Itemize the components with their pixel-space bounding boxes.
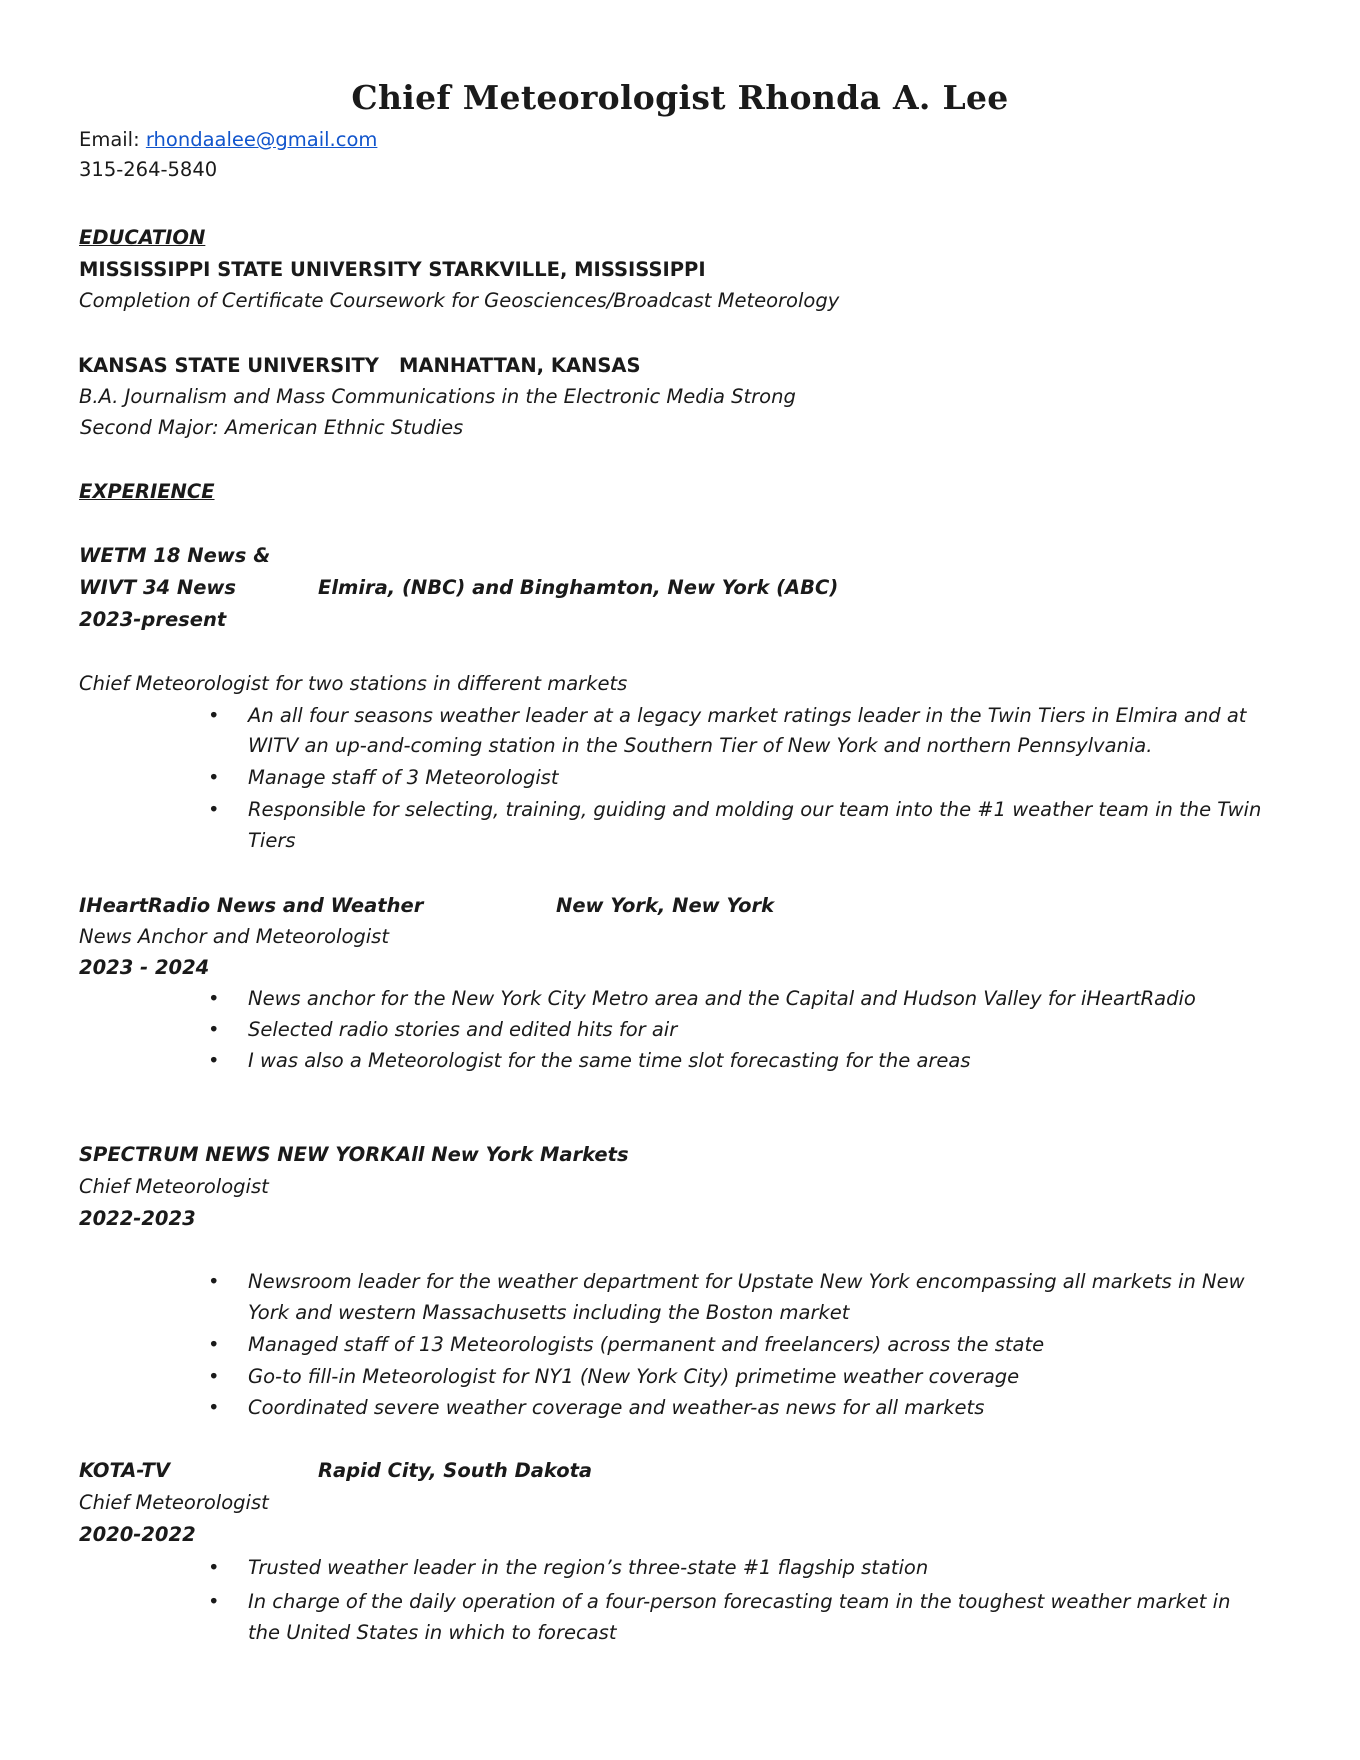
email-link[interactable]: rhondaalee@gmail.com xyxy=(145,128,378,151)
resume-title: Chief Meteorologist Rhonda A. Lee xyxy=(351,78,1009,117)
experience-heading: EXPERIENCE xyxy=(79,480,215,503)
job-3-bullet-1-line-2: York and western Massachusetts including the Boston market xyxy=(248,1301,850,1324)
bullet-marker: • xyxy=(208,1333,220,1356)
email-line xyxy=(79,128,377,151)
job-2-bullet-2: Selected radio stories and edited hits for air xyxy=(248,1018,678,1041)
bullet-marker: • xyxy=(208,1270,220,1293)
education-heading: EDUCATION xyxy=(79,226,206,249)
job-3-role: Chief Meteorologist xyxy=(79,1175,269,1198)
job-4-role: Chief Meteorologist xyxy=(79,1491,269,1514)
job-1-location: Elmira, (NBC) and Binghamton, New York (ABC) xyxy=(318,576,839,599)
bullet-marker: • xyxy=(208,1396,220,1419)
job-1-dates: 2023-present xyxy=(79,608,227,631)
bullet-marker: • xyxy=(208,1590,220,1613)
email-label: Email: xyxy=(79,128,140,151)
school-2-detail-1: B.A. Journalism and Mass Communications in the Electronic Media Strong xyxy=(79,385,796,408)
job-3-bullet-4: Coordinated severe weather coverage and weather-as news for all markets xyxy=(248,1396,985,1419)
job-3-location: All New York Markets xyxy=(396,1143,629,1166)
job-2-bullet-1: News anchor for the New York City Metro area and the Capital and Hudson Valley for iHeartRadio xyxy=(248,987,1196,1010)
job-3-bullet-3: Go-to fill-in Meteorologist for NY1 (New York City) primetime weather coverage xyxy=(248,1365,1020,1388)
bullet-marker: • xyxy=(208,1018,220,1041)
bullet-marker: • xyxy=(208,987,220,1010)
school-1-detail: Completion of Certificate Coursework for Geosciences/Broadcast Meteorology xyxy=(79,289,840,312)
bullet-marker: • xyxy=(208,704,220,727)
bullet-marker: • xyxy=(208,1556,220,1579)
school-2-name: KANSAS STATE UNIVERSITY xyxy=(78,354,379,377)
job-4-dates: 2020-2022 xyxy=(79,1523,196,1546)
phone-number: 315-264-5840 xyxy=(79,158,218,181)
job-1-bullet-2: Manage staff of 3 Meteorologist xyxy=(248,766,559,789)
job-2-role: News Anchor and Meteorologist xyxy=(79,925,389,948)
job-1-bullet-1-line-2: WITV an up-and-coming station in the Southern Tier of New York and northern Pennsylvania. xyxy=(248,734,1153,757)
job-1-bullet-3-line-2: Tiers xyxy=(248,829,296,852)
job-1-employer-line-1: WETM 18 News & xyxy=(79,544,271,567)
school-2-location: MANHATTAN, KANSAS xyxy=(399,354,641,377)
job-3-dates: 2022-2023 xyxy=(79,1207,196,1230)
job-1-bullet-1-line-1: An all four seasons weather leader at a legacy market ratings leader in the Twin Tiers in Elmira and at xyxy=(248,704,1247,727)
job-2-location: New York, New York xyxy=(556,894,775,917)
school-1-name: MISSISSIPPI STATE UNIVERSITY STARKVILLE, MISSISSIPPI xyxy=(79,258,706,281)
bullet-marker: • xyxy=(208,766,220,789)
job-2-employer: IHeartRadio News and Weather xyxy=(79,894,424,917)
job-1-role: Chief Meteorologist for two stations in different markets xyxy=(79,672,628,695)
job-4-bullet-2-line-1: In charge of the daily operation of a four-person forecasting team in the toughest weather market in xyxy=(248,1590,1231,1613)
bullet-marker: • xyxy=(208,1049,220,1072)
job-2-dates: 2023 - 2024 xyxy=(79,956,210,979)
job-3-bullet-1-line-1: Newsroom leader for the weather department for Upstate New York encompassing all markets in New xyxy=(248,1270,1245,1293)
job-3-bullet-2: Managed staff of 13 Meteorologists (permanent and freelancers) across the state xyxy=(248,1333,1045,1356)
job-4-employer: KOTA-TV xyxy=(79,1459,170,1482)
job-3-employer: SPECTRUM NEWS NEW YORK xyxy=(79,1143,396,1166)
job-4-location: Rapid City, South Dakota xyxy=(318,1459,593,1482)
bullet-marker: • xyxy=(208,1365,220,1388)
bullet-marker: • xyxy=(208,798,220,821)
job-1-bullet-3-line-1: Responsible for selecting, training, guiding and molding our team into the #1 weather team in the Twin xyxy=(248,798,1262,821)
job-4-bullet-1: Trusted weather leader in the region’s three-state #1 flagship station xyxy=(248,1556,929,1579)
job-4-bullet-2-line-2: the United States in which to forecast xyxy=(248,1621,617,1644)
job-1-employer-line-2: WIVT 34 News xyxy=(79,576,237,599)
school-2-detail-2: Second Major: American Ethnic Studies xyxy=(80,416,464,439)
job-2-bullet-3: I was also a Meteorologist for the same time slot forecasting for the areas xyxy=(248,1049,971,1072)
